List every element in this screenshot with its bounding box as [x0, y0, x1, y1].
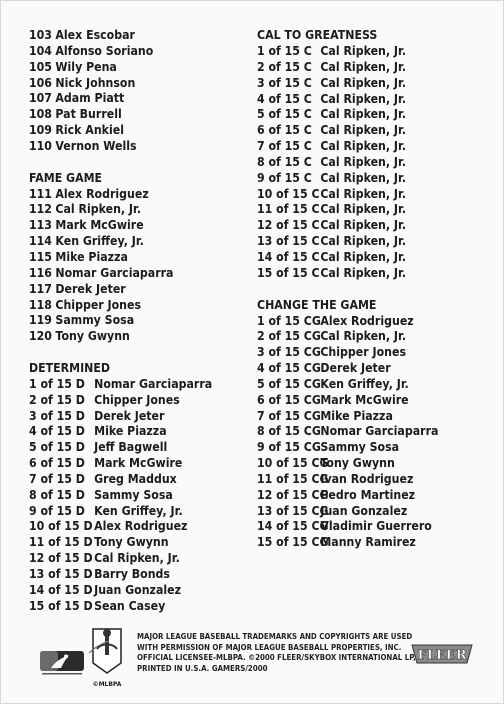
card-number: 103 — [29, 27, 52, 42]
card-number: 1 of 15 D — [29, 375, 85, 391]
player-name: Cal Ripken, Jr. — [320, 58, 407, 74]
checklist-row — [257, 186, 493, 202]
player-name: Mark McGwire — [55, 217, 144, 233]
checklist-row-content — [29, 439, 167, 455]
checklist-row-content — [29, 138, 137, 154]
card-number: 5 of 15 CG — [257, 375, 321, 391]
checklist-row — [29, 376, 251, 392]
checklist-row-content — [29, 106, 122, 122]
checklist-row-content — [29, 471, 177, 487]
checklist-row — [29, 423, 251, 439]
card-number: 5 of 15 D — [29, 439, 85, 455]
player-name: Derek Jeter — [94, 407, 165, 423]
checklist-row — [29, 249, 251, 265]
card-number: 113 — [29, 217, 52, 233]
legal-text — [137, 631, 416, 673]
mlbpa-logo — [85, 623, 129, 687]
checklist-row — [257, 439, 493, 455]
player-name: Cal Ripken, Jr. — [55, 201, 142, 217]
player-name: Cal Ripken, Jr. — [94, 550, 180, 566]
player-name: Mike Piazza — [55, 248, 128, 264]
checklist-row-content — [257, 455, 395, 471]
checklist-row-content — [257, 59, 406, 75]
card-number: 3 of 15 C — [257, 74, 312, 90]
checklist-row-content — [29, 122, 124, 138]
card-number: 12 of 15 C — [257, 217, 320, 233]
player-name: Tony Gwynn — [94, 534, 169, 550]
checklist-row-content — [257, 360, 391, 376]
card-number: 9 of 15 C — [257, 169, 312, 185]
checklist-row-content — [29, 487, 173, 503]
mlbpa-label: ©MLBPA — [92, 681, 122, 688]
checklist-row — [257, 154, 493, 170]
checklist-row — [257, 503, 493, 519]
checklist-row-content — [257, 217, 406, 233]
checklist-row-content — [29, 297, 141, 313]
checklist-row — [29, 106, 251, 122]
card-number: 14 of 15 C — [257, 248, 320, 264]
card-number: 2 of 15 CG — [257, 328, 321, 344]
checklist-row-content — [29, 455, 182, 471]
checklist-row — [257, 59, 493, 75]
section-title-change-the-game: CHANGE THE GAME — [257, 296, 377, 312]
checklist-row — [29, 328, 251, 344]
card-number: 4 of 15 D — [29, 423, 85, 439]
card-number: 13 of 15 D — [29, 566, 93, 581]
checklist-row — [257, 313, 493, 329]
checklist-row-content — [257, 154, 406, 170]
player-name: Cal Ripken, Jr. — [320, 138, 407, 154]
checklist-row-content — [257, 518, 432, 534]
player-name: Chipper Jones — [320, 344, 406, 360]
card-number: 7 of 15 CG — [257, 407, 321, 423]
card-number: 6 of 15 C — [257, 122, 312, 138]
player-name: Cal Ripken, Jr. — [320, 328, 407, 344]
player-name: Mark McGwire — [320, 391, 409, 407]
player-name: Alex Escobar — [55, 27, 135, 42]
checklist-row-content — [257, 423, 438, 439]
player-name: Nomar Garciaparra — [320, 423, 439, 439]
checklist-row — [257, 265, 493, 281]
player-name: Chipper Jones — [55, 296, 142, 312]
card-number: 14 of 15 D — [29, 581, 93, 597]
card-number: 8 of 15 C — [257, 153, 312, 169]
checklist-row-content — [257, 186, 406, 202]
checklist-row-content — [29, 90, 124, 106]
card-number: 108 — [29, 106, 52, 122]
fame-game-list — [29, 186, 251, 344]
card-number: 114 — [29, 233, 52, 249]
card-number: 4 of 15 C — [257, 90, 312, 106]
card-number: 9 of 15 CG — [257, 439, 321, 455]
player-name: Cal Ripken, Jr. — [320, 169, 407, 185]
player-name: Rick Ankiel — [55, 122, 124, 138]
player-name: Greg Maddux — [94, 470, 177, 486]
checklist-row-content — [29, 75, 135, 91]
checklist-row-content — [257, 265, 406, 281]
checklist-row — [29, 201, 251, 217]
section-title-cal-to-greatness: CAL TO GREATNESS — [257, 27, 378, 42]
card-number: 10 of 15 D — [29, 518, 93, 534]
checklist-row — [29, 455, 251, 471]
checklist-row — [29, 312, 251, 328]
player-name: Chipper Jones — [94, 391, 180, 407]
checklist-row — [29, 471, 251, 487]
mlb-logo — [39, 650, 85, 676]
card-number: 11 of 15 D — [29, 534, 93, 550]
change-the-game-list — [257, 313, 493, 551]
legal-line: WITH PERMISSION OF MAJOR LEAGUE BASEBALL PROPERTIES, INC. — [137, 641, 402, 652]
checklist-row-content — [257, 487, 415, 503]
checklist-row — [257, 249, 493, 265]
checklist-row-content — [257, 170, 406, 186]
checklist-row — [29, 534, 251, 550]
checklist-row — [29, 297, 251, 313]
checklist-row-content — [29, 249, 128, 265]
card-number: 104 — [29, 42, 52, 58]
player-name: Cal Ripken, Jr. — [320, 217, 407, 233]
legal-line: PRINTED IN U.S.A. GAMERS/2000 — [137, 662, 268, 673]
player-name: Pedro Martinez — [320, 486, 416, 502]
checklist-row — [29, 59, 251, 75]
checklist-row — [29, 408, 251, 424]
card-number: 11 of 15 C — [257, 201, 320, 217]
checklist-row — [257, 170, 493, 186]
checklist-row — [29, 265, 251, 281]
card-number: 118 — [29, 296, 52, 312]
checklist-row — [29, 439, 251, 455]
checklist-row-content — [29, 59, 117, 75]
fleer-logo-badge — [409, 641, 475, 667]
card-number: 7 of 15 D — [29, 470, 85, 486]
left-column — [29, 27, 251, 614]
player-name: Sean Casey — [94, 597, 166, 613]
card-number: 6 of 15 D — [29, 455, 85, 471]
card-number: 117 — [29, 280, 52, 296]
checklist-row-content — [257, 408, 393, 424]
player-name: Pat Burrell — [55, 106, 122, 122]
checklist-row-content — [257, 249, 406, 265]
fleer-logo — [409, 641, 475, 667]
legal-line: MAJOR LEAGUE BASEBALL TRADEMARKS AND COPYRIGHTS ARE USED — [137, 631, 413, 641]
checklist-row-content — [29, 27, 135, 43]
spacer — [29, 154, 251, 170]
player-name: Sammy Sosa — [55, 312, 135, 328]
checklist-row-content — [257, 471, 413, 487]
checklist-row-content — [29, 43, 153, 59]
checklist-row-content — [29, 376, 212, 392]
checklist-row — [257, 518, 493, 534]
card-number: 5 of 15 C — [257, 106, 312, 122]
checklist-row — [257, 487, 493, 503]
card-number: 7 of 15 C — [257, 138, 312, 154]
player-name: Jeff Bagwell — [94, 439, 168, 455]
player-name: Ken Griffey, Jr. — [94, 502, 183, 518]
card-number: 3 of 15 CG — [257, 344, 321, 360]
checklist-row-content — [257, 503, 407, 519]
player-name: Manny Ramirez — [320, 534, 416, 550]
card-number: 15 of 15 CG — [257, 534, 329, 550]
checklist-row-content — [257, 43, 406, 59]
player-name: Tony Gwynn — [320, 455, 395, 471]
card-number: 3 of 15 D — [29, 407, 85, 423]
checklist-row — [29, 138, 251, 154]
card-number: 109 — [29, 122, 52, 138]
checklist-row — [29, 43, 251, 59]
checklist-row — [257, 138, 493, 154]
mlbpa-emblem — [85, 623, 129, 677]
card-number: 2 of 15 D — [29, 391, 85, 407]
checklist-row — [257, 360, 493, 376]
player-name: Juan Gonzalez — [320, 502, 408, 518]
checklist-row — [257, 534, 493, 550]
checklist-row-content — [29, 518, 187, 534]
card-number: 111 — [29, 185, 52, 201]
player-name: Alex Rodriguez — [55, 185, 149, 201]
player-name: Nomar Garciaparra — [94, 375, 213, 391]
checklist-row — [29, 122, 251, 138]
checklist-row-content — [29, 598, 165, 614]
player-name: Cal Ripken, Jr. — [320, 74, 407, 90]
card-number: 1 of 15 CG — [257, 312, 321, 328]
checklist-row-content — [257, 344, 406, 360]
player-name: Cal Ripken, Jr. — [320, 201, 407, 217]
player-name: Mike Piazza — [94, 423, 167, 439]
checklist-row — [257, 344, 493, 360]
checklist-row-content — [257, 328, 406, 344]
checklist-row — [29, 550, 251, 566]
checklist-row — [257, 75, 493, 91]
checklist-row — [257, 423, 493, 439]
card-number: 13 of 15 CG — [257, 502, 329, 518]
card-number: 106 — [29, 74, 52, 90]
player-name: Alex Rodriguez — [320, 312, 414, 328]
card-number: 9 of 15 D — [29, 502, 85, 518]
player-name: Cal Ripken, Jr. — [320, 264, 407, 280]
checklist-row — [257, 408, 493, 424]
card-number: 12 of 15 CG — [257, 486, 329, 502]
checklist-row-content — [29, 217, 144, 233]
checklist-row — [29, 281, 251, 297]
determined-list — [29, 376, 251, 614]
player-name: Tony Gwynn — [55, 328, 130, 344]
checklist-row-content — [257, 75, 406, 91]
checklist-row-content — [29, 582, 181, 598]
player-name: Cal Ripken, Jr. — [320, 90, 407, 106]
player-name: Cal Ripken, Jr. — [320, 185, 407, 201]
checklist-row — [29, 27, 251, 43]
checklist-row-content — [29, 566, 170, 582]
checklist-row — [29, 503, 251, 519]
section-title-determined: DETERMINED — [29, 359, 111, 375]
card-number: 8 of 15 D — [29, 486, 85, 502]
checklist-row-content — [29, 281, 126, 297]
checklist-row — [257, 233, 493, 249]
checklist-row — [257, 122, 493, 138]
spacer — [257, 281, 493, 297]
player-name: Derek Jeter — [55, 280, 126, 296]
card-number: 2 of 15 C — [257, 58, 312, 74]
checklist-row-content — [257, 313, 414, 329]
checklist-row — [257, 217, 493, 233]
checklist-row — [257, 471, 493, 487]
card-number: 12 of 15 D — [29, 550, 93, 566]
player-name: Cal Ripken, Jr. — [320, 43, 407, 58]
card-number: 105 — [29, 58, 52, 74]
player-name: Juan Gonzalez — [94, 581, 182, 597]
card-number: 119 — [29, 312, 52, 328]
player-name: Nick Johnson — [55, 74, 136, 90]
player-name: Ivan Rodriguez — [320, 470, 414, 486]
checklist-row-content — [257, 392, 409, 408]
card-number: 8 of 15 CG — [257, 423, 321, 439]
checklist-row-content — [257, 106, 406, 122]
legal-line: OFFICIAL LICENSEE-MLBPA. ©2000 FLEER/SKYBOX INTERNATIONAL LP, — [137, 652, 416, 662]
checklist-row — [257, 106, 493, 122]
checklist-row-content — [257, 534, 416, 550]
right-column — [257, 27, 493, 550]
card-number: 120 — [29, 328, 52, 344]
checklist-row — [29, 518, 251, 534]
player-name: Sammy Sosa — [320, 439, 400, 455]
player-name: Sammy Sosa — [94, 486, 173, 502]
player-name: Wily Pena — [55, 58, 117, 74]
checklist-row-content — [29, 550, 180, 566]
cal-to-greatness-list — [257, 43, 493, 281]
card-number: 112 — [29, 201, 52, 217]
checklist-row — [29, 233, 251, 249]
prospects-list — [29, 27, 251, 154]
checklist-row-content — [257, 376, 409, 392]
checklist-row-content — [29, 534, 169, 550]
checklist-row-content — [29, 201, 141, 217]
player-name: Alfonso Soriano — [55, 42, 154, 58]
player-name: Ken Griffey, Jr. — [55, 233, 144, 249]
checklist-row — [257, 201, 493, 217]
checklist-row-content — [29, 328, 130, 344]
card-number: 110 — [29, 137, 52, 153]
checklist-row-content — [29, 186, 149, 202]
card-number: 13 of 15 C — [257, 233, 320, 249]
card-number: 4 of 15 CG — [257, 360, 321, 376]
checklist-row — [29, 392, 251, 408]
card-number: 15 of 15 D — [29, 597, 93, 613]
checklist-row — [257, 328, 493, 344]
checklist-row — [257, 455, 493, 471]
checklist-row-content — [257, 233, 406, 249]
checklist-row-content — [257, 122, 406, 138]
checklist-row — [29, 90, 251, 106]
player-name: Alex Rodriguez — [94, 518, 188, 534]
checklist-row — [29, 186, 251, 202]
player-name: Cal Ripken, Jr. — [320, 248, 407, 264]
checklist-row — [29, 598, 251, 614]
checklist-row-content — [257, 91, 406, 107]
card-number: 11 of 15 CG — [257, 470, 329, 486]
checklist-row-content — [29, 408, 164, 424]
checklist-row-content — [29, 423, 167, 439]
checklist-row — [29, 582, 251, 598]
checklist-row-content — [29, 233, 144, 249]
player-name: Ken Griffey, Jr. — [320, 375, 409, 391]
checklist-row — [257, 376, 493, 392]
player-name: Derek Jeter — [320, 360, 391, 376]
checklist-row-content — [257, 138, 406, 154]
player-name: Cal Ripken, Jr. — [320, 106, 407, 122]
card-number: 14 of 15 CG — [257, 518, 329, 534]
checklist-row — [257, 91, 493, 107]
fleer-logo-text: FLEER — [417, 648, 467, 663]
player-name: Cal Ripken, Jr. — [320, 122, 407, 138]
checklist-row-content — [257, 201, 406, 217]
checklist-row-content — [257, 439, 399, 455]
card-number: 115 — [29, 248, 52, 264]
checklist-row — [257, 43, 493, 59]
checklist-row — [29, 487, 251, 503]
spacer — [29, 344, 251, 360]
checklist-row — [257, 392, 493, 408]
card-number: 15 of 15 C — [257, 264, 320, 280]
card-number: 116 — [29, 264, 52, 280]
checklist-row-content — [29, 392, 180, 408]
card-number: 10 of 15 CG — [257, 455, 329, 471]
checklist-row-content — [29, 312, 134, 328]
card-number: 107 — [29, 90, 52, 106]
checklist-row-content — [29, 503, 183, 519]
card-number: 6 of 15 CG — [257, 391, 321, 407]
player-name: Vladimir Guerrero — [320, 518, 432, 534]
player-name: Vernon Wells — [55, 137, 137, 153]
checklist-row — [29, 217, 251, 233]
player-name: Mark McGwire — [94, 455, 183, 471]
checklist-row — [29, 566, 251, 582]
section-title-fame-game: FAME GAME — [29, 169, 103, 185]
card-number: 1 of 15 C — [257, 43, 312, 58]
player-name: Nomar Garciaparra — [55, 264, 174, 280]
player-name: Cal Ripken, Jr. — [320, 153, 407, 169]
player-name: Barry Bonds — [94, 566, 170, 581]
player-name: Mike Piazza — [320, 407, 393, 423]
player-name: Adam Piatt — [55, 90, 125, 106]
player-name: Cal Ripken, Jr. — [320, 233, 407, 249]
checklist-row-content — [29, 265, 173, 281]
card-number: 10 of 15 C — [257, 185, 320, 201]
checklist-row — [29, 75, 251, 91]
